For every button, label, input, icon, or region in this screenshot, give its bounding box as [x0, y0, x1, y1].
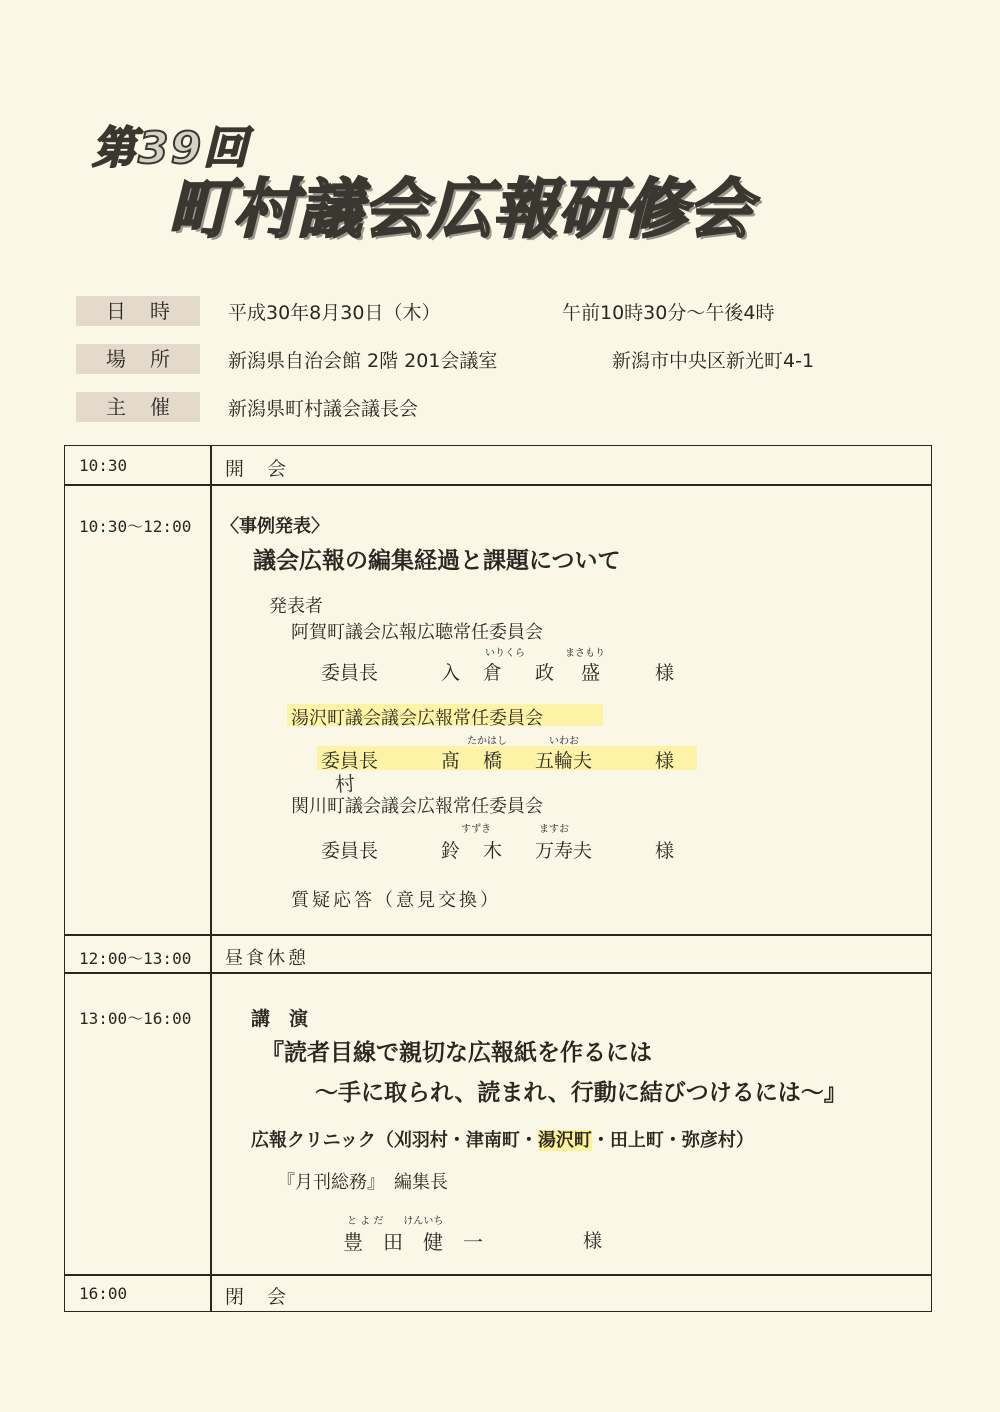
presenter-name-char: 倉 — [483, 662, 503, 684]
handwritten-correction: 村 — [334, 771, 356, 797]
presenter-ruby-given: まさもり — [565, 648, 605, 659]
schedule-table — [64, 445, 932, 1312]
speaker-name: 豊 田 健 一 — [343, 1230, 483, 1254]
presenter-ruby-given: ますお — [539, 824, 569, 835]
presenter-name-char: 五輪夫 — [535, 750, 593, 772]
host-value: 新潟県町村議会議長会 — [228, 398, 419, 420]
presenters-label: 発表者 — [269, 596, 323, 617]
title-edition: 第39回 — [92, 123, 250, 174]
speaker-honorific: 様 — [583, 1230, 603, 1252]
lecture-time: 13:00～16:00 — [79, 1009, 192, 1028]
presenter-name-char: 万寿夫 — [535, 840, 593, 862]
case-study-time: 10:30～12:00 — [79, 517, 192, 536]
clinic-line — [251, 1126, 754, 1152]
presenter-ruby-family: すずき — [461, 824, 492, 835]
presenter-name-char: 橋 — [483, 750, 503, 772]
presenter-name-char: 入 — [441, 662, 461, 684]
case-study-title: 議会広報の編集経過と課題について — [253, 548, 621, 574]
speaker-ruby: と よ だ けんいち — [347, 1216, 444, 1227]
lunch-text: 昼食休憩 — [225, 948, 309, 969]
row-divider — [65, 484, 931, 486]
place-address: 新潟市中央区新光町4-1 — [612, 350, 815, 372]
lunch-time: 12:00～13:00 — [79, 949, 192, 968]
speaker-affiliation: 『月刊総務』 編集長 — [277, 1172, 448, 1193]
date-value: 平成30年8月30日（木） — [228, 302, 441, 324]
presenter-org: 関川町議会議会広報常任委員会 — [291, 796, 543, 817]
presenter-role: 委員長 — [321, 840, 379, 862]
presenter-ruby-family: たかはし — [467, 736, 507, 747]
time-value: 午前10時30分～午後4時 — [562, 302, 775, 324]
column-divider — [210, 446, 212, 1311]
presenter-honorific: 様 — [655, 750, 675, 772]
presenter-name-char: 盛 — [581, 662, 601, 684]
date-label: 日時 — [76, 296, 200, 326]
presenter-ruby-family: いりくら — [485, 648, 525, 659]
clinic-suffix: ・田上町・弥彦村） — [591, 1130, 754, 1151]
case-study-tag: 〈事例発表〉 — [221, 516, 329, 537]
presenter-ruby-given: いわお — [549, 736, 579, 747]
presenter-org: 阿賀町議会広報広聴常任委員会 — [291, 622, 543, 643]
closing-text: 閉 会 — [225, 1286, 289, 1308]
place-value: 新潟県自治会館 2階 201会議室 — [228, 350, 498, 372]
info-row-date — [76, 296, 976, 326]
presenter-org: 湯沢町議会議会広報常任委員会 — [291, 708, 543, 729]
place-label: 場所 — [76, 344, 200, 374]
clinic-highlight: 湯沢町 — [537, 1130, 592, 1151]
presenter-role: 委員長 — [321, 750, 379, 772]
page-title: 町村議会広報研修会 — [168, 173, 753, 247]
presenter-honorific: 様 — [655, 840, 675, 862]
presenter-role: 委員長 — [321, 662, 379, 684]
clinic-prefix: 広報クリニック（刈羽村・津南町・ — [251, 1130, 538, 1151]
lecture-title-line2: ～手に取られ、読まれ、行動に結びつけるには～』 — [315, 1080, 847, 1106]
lecture-title-line1: 『読者目線で親切な広報紙を作るには — [261, 1040, 652, 1066]
row-divider — [65, 1274, 931, 1276]
presenter-name-char: 髙 — [441, 750, 461, 772]
opening-text: 開 会 — [225, 458, 289, 480]
closing-time: 16:00 — [79, 1284, 128, 1303]
presenter-name-char: 木 — [483, 840, 503, 862]
row-divider — [65, 972, 931, 974]
row-divider — [65, 934, 931, 936]
host-label: 主催 — [76, 392, 200, 422]
info-row-place — [76, 344, 976, 374]
presenter-name-char: 政 — [535, 662, 555, 684]
presenter-name-char: 鈴 — [441, 840, 461, 862]
info-row-host — [76, 392, 976, 422]
opening-time: 10:30 — [79, 456, 128, 475]
presenter-honorific: 様 — [655, 662, 675, 684]
qa-text: 質疑応答（意見交換） — [291, 890, 501, 911]
lecture-label: 講 演 — [251, 1008, 309, 1030]
